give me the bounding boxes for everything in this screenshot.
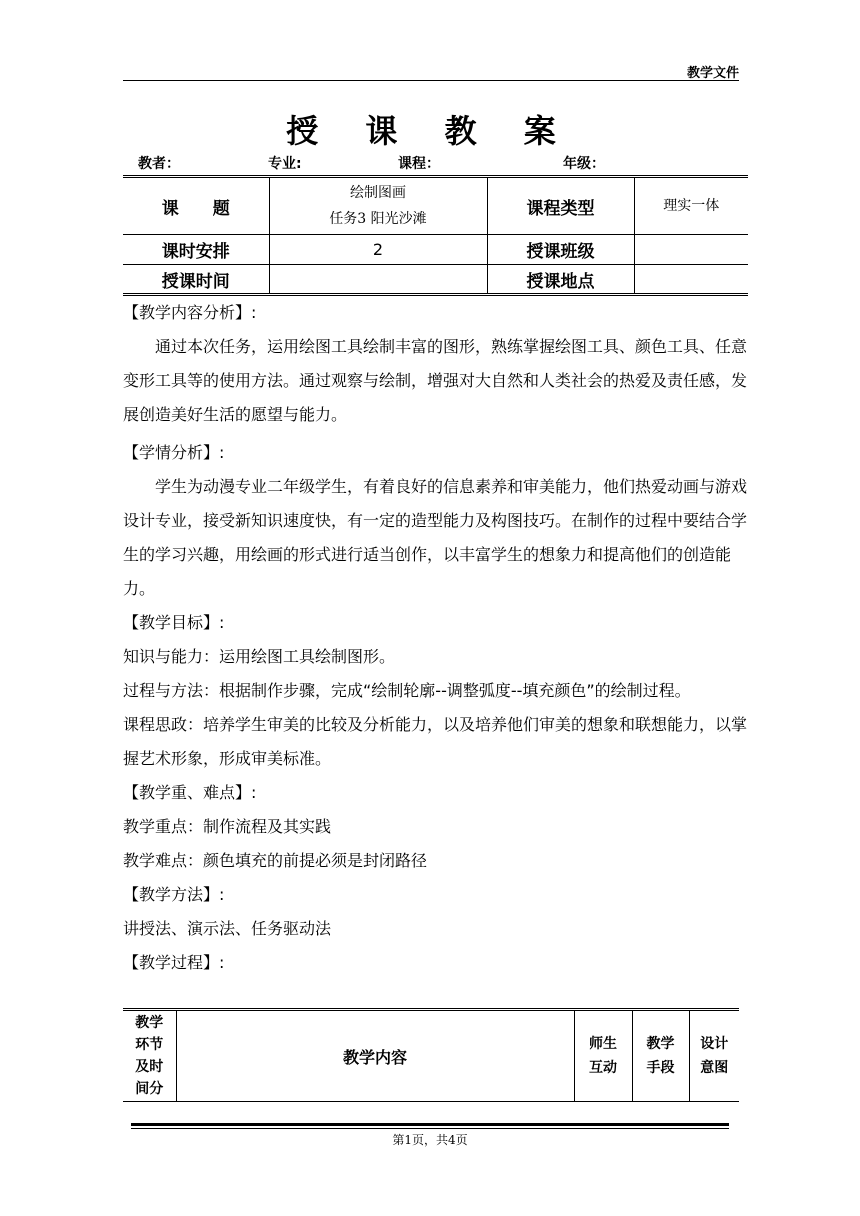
- footer-rule-thin: [131, 1128, 729, 1129]
- hours-value: 2: [269, 235, 487, 265]
- col-interaction-header: 师生互动: [574, 1010, 632, 1102]
- course-info-table: [123, 175, 748, 296]
- class-value: [634, 235, 748, 265]
- topic-label: 课 题: [123, 177, 269, 235]
- col-stage-header: 教学环节及时间分: [123, 1010, 176, 1102]
- page-number: 第1页，共4页: [392, 1133, 468, 1147]
- page-title: 授 课 教 案: [286, 112, 574, 150]
- topic-line-1: 绘制图画: [350, 185, 406, 201]
- class-label: 授课班级: [487, 235, 634, 265]
- grade-label: 年级：: [563, 156, 605, 172]
- process-heading: 【教学过程】:: [123, 953, 225, 972]
- goal-knowledge: 知识与能力：运用绘图工具绘制图形。: [123, 647, 396, 666]
- place-label: 授课地点: [487, 265, 634, 295]
- content-text: 通过本次任务，运用绘图工具绘制丰富的图形，熟练掌握绘图工具、颜色工具、任意变形工具等的使用方法。通过观察与绘制，增强对大自然和人类社会的热爱及责任感，发展创造美好生活的愿望与能力。: [123, 337, 748, 424]
- header-label: 教学文件: [686, 66, 739, 81]
- student-heading: 【学情分析】:: [123, 443, 225, 462]
- topic-line-2: 任务3 阳光沙滩: [329, 211, 427, 227]
- footer-rule-thick: [131, 1123, 729, 1126]
- time-value: [269, 265, 487, 295]
- difficult-point: 教学难点：颜色填充的前提必须是封闭路径: [123, 851, 428, 870]
- student-text: 学生为动漫专业二年级学生，有着良好的信息素养和审美能力，他们热爱动画与游戏设计专业，接受新知识速度快，有一定的造型能力及构图技巧。在制作的过程中要结合学生的学习兴趣，用绘画的形式进行适当创作，以丰富学生的想象力和提高他们的创造能力。: [123, 477, 748, 598]
- key-heading: 【教学重、难点】:: [123, 783, 257, 802]
- method-heading: 【教学方法】:: [123, 885, 225, 904]
- method-text: 讲授法、演示法、任务驱动法: [123, 919, 332, 938]
- major-label: 专业:: [268, 156, 302, 172]
- header-rule: [123, 80, 739, 81]
- teacher-label: 教者：: [138, 156, 180, 172]
- content-heading: 【教学内容分析】:: [123, 303, 257, 322]
- goal-ideology: 课程思政：培养学生审美的比较及分析能力，以及培养他们审美的想象和联想能力，以掌握艺术形象，形成审美标准。: [123, 715, 748, 768]
- col-means-header: 教学手段: [632, 1010, 689, 1102]
- col-content-header: 教学内容: [176, 1010, 574, 1102]
- goal-process: 过程与方法：根据制作步骤，完成“绘制轮廓--调整弧度--填充颜色”的绘制过程。: [123, 681, 691, 700]
- type-value: 理实一体: [634, 177, 748, 235]
- topic-value: [269, 177, 487, 235]
- goal-heading: 【教学目标】:: [123, 613, 225, 632]
- course-label: 课程：: [398, 156, 440, 172]
- key-point: 教学重点：制作流程及其实践: [123, 817, 332, 836]
- lesson-body: [123, 296, 748, 980]
- col-intent-header: 设计意图: [689, 1010, 739, 1102]
- hours-label: 课时安排: [123, 235, 269, 265]
- place-value: [634, 265, 748, 295]
- process-table: [123, 1008, 739, 1102]
- type-label: 课程类型: [487, 177, 634, 235]
- time-label: 授课时间: [123, 265, 269, 295]
